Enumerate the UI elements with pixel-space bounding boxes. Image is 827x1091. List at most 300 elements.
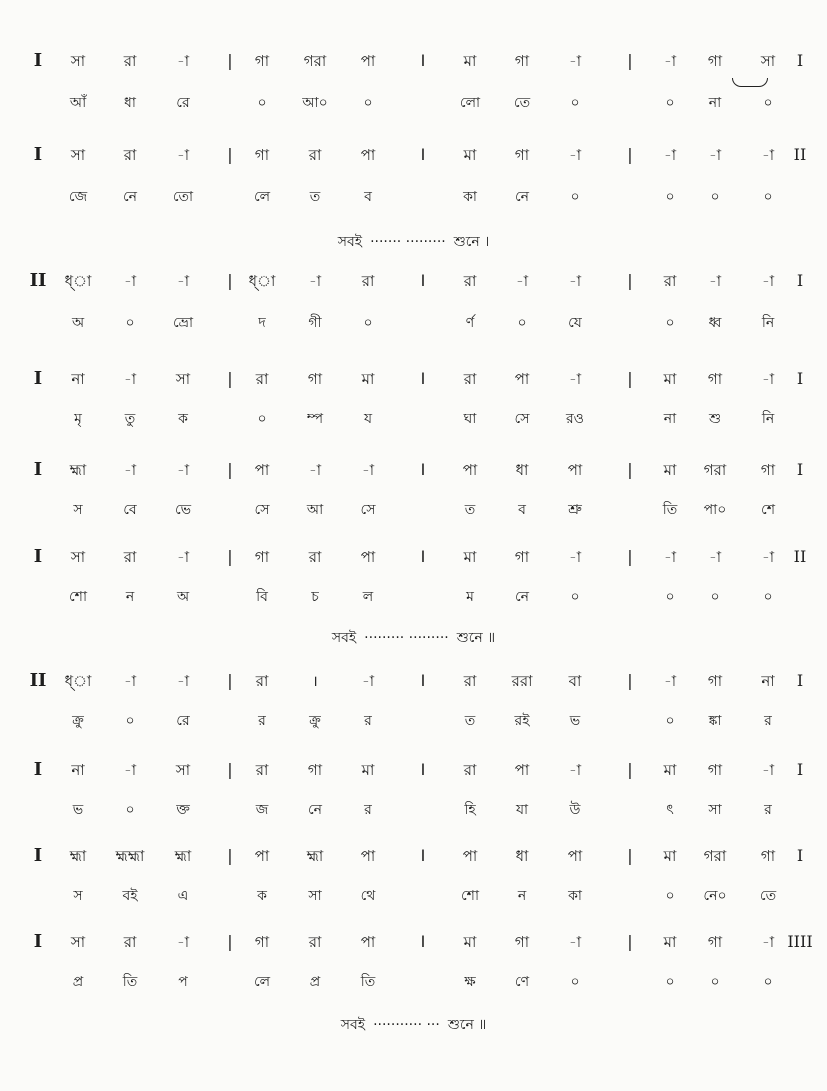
refrain-line xyxy=(0,232,827,252)
swara-note: -া xyxy=(568,933,582,951)
lyric-syllable: অ xyxy=(176,589,190,605)
swara-note: গা xyxy=(707,52,723,70)
lyric-syllable: ঘা xyxy=(463,411,477,427)
lyric-syllable: নি xyxy=(761,315,775,331)
lyric-syllable: ০ xyxy=(763,189,773,205)
bar-line: I xyxy=(33,546,43,567)
swara-line xyxy=(0,268,827,294)
lyric-line xyxy=(0,969,827,995)
lyric-syllable: গী xyxy=(308,315,322,331)
lyric-syllable: যা xyxy=(515,802,529,818)
lyric-syllable: ক xyxy=(257,888,267,904)
lyric-syllable: ত xyxy=(464,713,476,729)
swara-note: রা xyxy=(123,146,137,164)
bar-line: | xyxy=(627,145,633,164)
bar-line: I xyxy=(796,846,804,865)
swara-note: পা xyxy=(514,761,530,779)
swara-note: -া xyxy=(663,548,677,566)
bar-line: I xyxy=(796,760,804,779)
lyric-syllable: দ xyxy=(258,315,266,331)
lyric-syllable: ত xyxy=(464,502,476,518)
lyric-syllable: ক্ষ xyxy=(464,974,476,990)
bar-line: | xyxy=(627,932,633,951)
swara-note: -া xyxy=(123,370,137,388)
slur-mark xyxy=(732,78,768,87)
swara-note: -া xyxy=(176,461,190,479)
swara-note: -া xyxy=(568,370,582,388)
lyric-syllable: ক্ত xyxy=(176,802,190,818)
bar-line: II xyxy=(29,670,47,691)
swara-note: -া xyxy=(176,933,190,951)
swara-line xyxy=(0,757,827,783)
lyric-syllable: লো xyxy=(459,95,481,111)
swara-note: -া xyxy=(761,146,775,164)
lyric-syllable: ০ xyxy=(665,189,675,205)
lyric-syllable: হি xyxy=(464,802,476,818)
lyric-syllable: ক xyxy=(178,411,188,427)
refrain-word: শুনে ॥ xyxy=(456,630,496,646)
bar-line: | xyxy=(227,460,233,479)
bar-line: I xyxy=(33,845,43,866)
bar-line: I xyxy=(33,368,43,389)
bar-line: | xyxy=(227,369,233,388)
swara-note: -া xyxy=(176,146,190,164)
bar-line: I xyxy=(420,932,426,951)
lyric-syllable: ধা xyxy=(124,95,136,111)
swara-note: -া xyxy=(708,548,722,566)
lyric-syllable: অ xyxy=(71,315,85,331)
bar-line: I xyxy=(796,671,804,690)
swara-note: ধা xyxy=(515,461,529,479)
lyric-syllable: মৃ xyxy=(74,411,82,427)
lyric-syllable: ০ xyxy=(570,189,580,205)
lyric-syllable: ন xyxy=(517,888,527,904)
lyric-syllable: ত xyxy=(309,189,321,205)
swara-note: গা xyxy=(307,370,323,388)
swara-note: মা xyxy=(663,370,677,388)
lyric-syllable: ভ xyxy=(72,802,84,818)
lyric-syllable: কা xyxy=(463,189,477,205)
swara-note: পা xyxy=(360,52,376,70)
lyric-syllable: ম xyxy=(466,589,474,605)
refrain-word: শুনে । xyxy=(453,234,490,250)
lyric-syllable: নে০ xyxy=(703,888,727,904)
swara-note: -া xyxy=(568,52,582,70)
swara-line xyxy=(0,668,827,694)
lyric-syllable: রই xyxy=(514,713,530,729)
bar-line: | xyxy=(627,846,633,865)
swara-note: পা xyxy=(462,847,478,865)
lyric-syllable: থে xyxy=(360,888,376,904)
swara-note: -া xyxy=(663,146,677,164)
swara-note: না xyxy=(71,761,85,779)
lyric-syllable: য xyxy=(363,411,373,427)
swara-note: গরা xyxy=(703,461,727,479)
swara-note: গা xyxy=(307,761,323,779)
lyric-syllable: লে xyxy=(253,974,271,990)
swara-line xyxy=(0,142,827,168)
lyric-syllable: ০ xyxy=(125,315,135,331)
bar-line: | xyxy=(627,51,633,70)
bar-line: | xyxy=(627,460,633,479)
swara-note: রা xyxy=(255,370,269,388)
swara-note: -া xyxy=(568,548,582,566)
swara-note: -া xyxy=(176,672,190,690)
lyric-syllable: চ xyxy=(311,589,319,605)
swara-note: হ্মা xyxy=(174,847,192,865)
lyric-syllable: র xyxy=(764,802,772,818)
lyric-syllable: ০ xyxy=(710,589,720,605)
swara-note: গা xyxy=(514,548,530,566)
swara-note: গা xyxy=(760,847,776,865)
lyric-syllable: ০ xyxy=(763,974,773,990)
swara-note: গা xyxy=(707,761,723,779)
refrain-word: সবই xyxy=(337,234,363,250)
lyric-syllable: ভ xyxy=(569,713,581,729)
bar-line: | xyxy=(227,671,233,690)
swara-note: -া xyxy=(176,548,190,566)
lyric-syllable: সে xyxy=(360,502,376,518)
lyric-syllable: স xyxy=(73,888,83,904)
bar-line: | xyxy=(227,51,233,70)
swara-note: ধ্া xyxy=(64,272,92,290)
swara-note: পা xyxy=(462,461,478,479)
bar-line: | xyxy=(227,760,233,779)
swara-note: -া xyxy=(123,461,137,479)
swara-note: ধ্া xyxy=(248,272,276,290)
swara-note: -া xyxy=(308,272,322,290)
lyric-syllable: না xyxy=(708,95,722,111)
bar-line: | xyxy=(227,145,233,164)
swara-note: -া xyxy=(708,146,722,164)
lyric-syllable: ০ xyxy=(363,315,373,331)
swara-note: -া xyxy=(761,272,775,290)
lyric-syllable: ০ xyxy=(763,95,773,111)
swara-note: -া xyxy=(568,146,582,164)
swara-note: রা xyxy=(123,933,137,951)
lyric-syllable: র xyxy=(764,713,772,729)
lyric-syllable: প্র xyxy=(309,974,321,990)
lyric-syllable: ভে xyxy=(174,502,192,518)
refrain-dots: ······· ········· xyxy=(370,234,446,250)
swara-note: পা xyxy=(254,461,270,479)
swara-note: গা xyxy=(254,548,270,566)
lyric-line xyxy=(0,708,827,734)
lyric-syllable: শু xyxy=(708,411,722,427)
lyric-syllable: ০ xyxy=(665,713,675,729)
lyric-syllable: তে xyxy=(513,95,531,111)
lyric-syllable: র xyxy=(364,713,372,729)
bar-line: I xyxy=(420,145,426,164)
bar-line: II xyxy=(793,145,807,164)
lyric-syllable: ০ xyxy=(665,589,675,605)
refrain-word: সবই xyxy=(331,630,357,646)
swara-line xyxy=(0,48,827,74)
lyric-syllable: রও xyxy=(565,411,584,427)
swara-note: পা xyxy=(567,847,583,865)
swara-note: রা xyxy=(308,146,322,164)
swara-note: -া xyxy=(761,548,775,566)
swara-note: মা xyxy=(663,933,677,951)
bar-line: I xyxy=(33,50,43,71)
swara-note: -া xyxy=(708,272,722,290)
swara-note: মা xyxy=(463,933,477,951)
swara-line xyxy=(0,843,827,869)
lyric-line xyxy=(0,310,827,336)
swara-note: মা xyxy=(663,761,677,779)
swara-note: সা xyxy=(70,933,86,951)
bar-line: I xyxy=(796,369,804,388)
lyric-syllable: ০ xyxy=(570,974,580,990)
lyric-syllable: এ xyxy=(177,888,189,904)
swara-note: -া xyxy=(515,272,529,290)
lyric-syllable: ০ xyxy=(665,315,675,331)
lyric-syllable: পা০ xyxy=(703,502,727,518)
swara-note: -া xyxy=(123,272,137,290)
swara-note: -া xyxy=(123,672,137,690)
bar-line: I xyxy=(420,369,426,388)
bar-line: | xyxy=(227,547,233,566)
swara-note: পা xyxy=(360,146,376,164)
lyric-syllable: শো xyxy=(68,589,88,605)
lyric-line xyxy=(0,406,827,432)
swara-note: গা xyxy=(254,52,270,70)
lyric-syllable: ণে xyxy=(514,974,530,990)
swara-note: গা xyxy=(707,933,723,951)
swara-note: পা xyxy=(514,370,530,388)
bar-line: | xyxy=(627,271,633,290)
lyric-syllable: তু xyxy=(124,411,136,427)
lyric-syllable: বই xyxy=(122,888,138,904)
lyric-syllable: জে xyxy=(68,189,88,205)
swara-note: পা xyxy=(360,847,376,865)
lyric-syllable: র্ণ xyxy=(465,315,475,331)
swara-note: গা xyxy=(514,933,530,951)
lyric-syllable: প xyxy=(178,974,188,990)
swara-note: -া xyxy=(361,461,375,479)
swara-note: । xyxy=(312,672,318,690)
swara-note: সা xyxy=(760,52,776,70)
swara-note: রা xyxy=(361,272,375,290)
lyric-syllable: কা xyxy=(568,888,582,904)
bar-line: I xyxy=(796,271,804,290)
swara-note: সা xyxy=(175,761,191,779)
lyric-syllable: সে xyxy=(514,411,530,427)
lyric-syllable: ক্রু xyxy=(309,713,321,729)
lyric-syllable: ০ xyxy=(570,589,580,605)
lyric-syllable: তি xyxy=(122,974,138,990)
lyric-syllable: ঙ্কা xyxy=(708,713,722,729)
bar-line: I xyxy=(420,846,426,865)
bar-line: | xyxy=(227,271,233,290)
lyric-syllable: নে xyxy=(514,189,530,205)
lyric-syllable: ০ xyxy=(665,974,675,990)
swara-note: রা xyxy=(308,548,322,566)
swara-note: গা xyxy=(254,146,270,164)
lyric-syllable: না xyxy=(663,411,677,427)
swara-note: রা xyxy=(463,272,477,290)
bar-line: II xyxy=(793,547,807,566)
lyric-syllable: উ xyxy=(569,802,581,818)
lyric-syllable: সা xyxy=(708,802,722,818)
bar-line: I xyxy=(420,671,426,690)
bar-line: I xyxy=(796,460,804,479)
lyric-syllable: আ xyxy=(306,502,324,518)
lyric-syllable: ভ্রো xyxy=(172,315,194,331)
lyric-syllable: ০ xyxy=(665,888,675,904)
lyric-syllable: যে xyxy=(568,315,582,331)
swara-note: ধা xyxy=(515,847,529,865)
lyric-syllable: ০ xyxy=(517,315,527,331)
swara-note: মা xyxy=(663,847,677,865)
lyric-syllable: সা xyxy=(308,888,322,904)
lyric-syllable: ধ্ব xyxy=(708,315,722,331)
lyric-syllable: ৎ xyxy=(666,802,674,818)
swara-note: রা xyxy=(463,370,477,388)
lyric-syllable: ০ xyxy=(665,95,675,111)
bar-line: I xyxy=(33,144,43,165)
lyric-syllable: আ০ xyxy=(302,95,328,111)
swara-note: ধ্া xyxy=(64,672,92,690)
refrain-line xyxy=(0,1015,827,1035)
bar-line: | xyxy=(627,547,633,566)
lyric-syllable: স xyxy=(73,502,83,518)
swara-line xyxy=(0,544,827,570)
swara-note: -া xyxy=(361,672,375,690)
lyric-syllable: ০ xyxy=(710,974,720,990)
lyric-syllable: রে xyxy=(176,95,190,111)
swara-note: হ্মা xyxy=(306,847,324,865)
bar-line: I xyxy=(420,460,426,479)
bar-line: IIII xyxy=(787,932,813,951)
swara-note: না xyxy=(71,370,85,388)
swara-note: ররা xyxy=(511,672,533,690)
swara-note: হ্মা xyxy=(69,461,87,479)
lyric-syllable: নে xyxy=(122,189,138,205)
swara-note: সা xyxy=(175,370,191,388)
lyric-syllable: ০ xyxy=(570,95,580,111)
lyric-syllable: লে xyxy=(253,189,271,205)
lyric-syllable: প্র xyxy=(72,974,84,990)
swara-note: গরা xyxy=(703,847,727,865)
swara-note: গা xyxy=(254,933,270,951)
lyric-syllable: ন xyxy=(125,589,135,605)
lyric-syllable: ০ xyxy=(125,713,135,729)
swara-note: -া xyxy=(761,370,775,388)
refrain-dots: ········· ········· xyxy=(364,630,449,646)
lyric-line xyxy=(0,90,827,116)
bar-line: | xyxy=(627,671,633,690)
bar-line: | xyxy=(627,760,633,779)
lyric-syllable: বি xyxy=(256,589,268,605)
bar-line: | xyxy=(227,932,233,951)
swara-note: মা xyxy=(361,370,375,388)
swara-note: গা xyxy=(514,52,530,70)
lyric-syllable: জ xyxy=(255,802,269,818)
swara-note: গা xyxy=(707,672,723,690)
lyric-syllable: ০ xyxy=(363,95,373,111)
refrain-word: শুনে ॥ xyxy=(447,1017,487,1033)
lyric-syllable: নে xyxy=(307,802,323,818)
refrain-word: সবই xyxy=(340,1017,366,1033)
swara-line xyxy=(0,929,827,955)
swara-note: গা xyxy=(514,146,530,164)
lyric-syllable: তো xyxy=(172,189,194,205)
swara-note: মা xyxy=(361,761,375,779)
lyric-syllable: ল xyxy=(362,589,374,605)
bar-line: I xyxy=(420,271,426,290)
lyric-syllable: র xyxy=(364,802,372,818)
swara-note: পা xyxy=(360,933,376,951)
swara-note: -া xyxy=(568,761,582,779)
swara-note: পা xyxy=(254,847,270,865)
lyric-line xyxy=(0,797,827,823)
swara-note: হ্মা xyxy=(69,847,87,865)
lyric-syllable: ০ xyxy=(763,589,773,605)
bar-line: I xyxy=(420,51,426,70)
lyric-syllable: বে xyxy=(123,502,137,518)
swara-note: মা xyxy=(463,146,477,164)
lyric-syllable: ম্প xyxy=(306,411,324,427)
lyric-syllable: ০ xyxy=(710,189,720,205)
bar-line: I xyxy=(33,931,43,952)
bar-line: I xyxy=(796,51,804,70)
lyric-syllable: শ্রু xyxy=(568,502,582,518)
swara-note: -া xyxy=(176,272,190,290)
swara-note: রা xyxy=(663,272,677,290)
swara-note: মা xyxy=(463,548,477,566)
swara-note: -া xyxy=(123,761,137,779)
swara-line xyxy=(0,457,827,483)
lyric-syllable: ০ xyxy=(125,802,135,818)
swara-note: -া xyxy=(568,272,582,290)
swara-note: মা xyxy=(463,52,477,70)
swara-note: গরা xyxy=(303,52,327,70)
bar-line: I xyxy=(420,547,426,566)
refrain-dots: ··········· ··· xyxy=(373,1017,440,1033)
swara-note: -া xyxy=(176,52,190,70)
swara-note: -া xyxy=(761,933,775,951)
lyric-syllable: নি xyxy=(761,411,775,427)
swara-note: সা xyxy=(70,146,86,164)
swara-note: সা xyxy=(70,548,86,566)
lyric-syllable: ০ xyxy=(257,95,267,111)
swara-note: রা xyxy=(463,761,477,779)
bar-line: I xyxy=(33,759,43,780)
bar-line: | xyxy=(227,846,233,865)
lyric-syllable: র xyxy=(258,713,266,729)
lyric-syllable: ০ xyxy=(257,411,267,427)
swara-note: হ্মহ্মা xyxy=(115,847,145,865)
lyric-syllable: ব xyxy=(518,502,526,518)
swara-note: গা xyxy=(760,461,776,479)
swara-note: -া xyxy=(663,52,677,70)
swara-note: রা xyxy=(463,672,477,690)
lyric-line xyxy=(0,584,827,610)
lyric-syllable: নে xyxy=(514,589,530,605)
lyric-syllable: তে xyxy=(759,888,777,904)
swara-note: বা xyxy=(568,672,582,690)
swara-note: গা xyxy=(707,370,723,388)
swara-note: রা xyxy=(255,761,269,779)
lyric-syllable: রে xyxy=(176,713,190,729)
bar-line: II xyxy=(29,270,47,291)
swara-note: -া xyxy=(761,761,775,779)
swara-note: পা xyxy=(567,461,583,479)
lyric-syllable: আঁ xyxy=(69,95,87,111)
lyric-line xyxy=(0,184,827,210)
lyric-line xyxy=(0,883,827,909)
